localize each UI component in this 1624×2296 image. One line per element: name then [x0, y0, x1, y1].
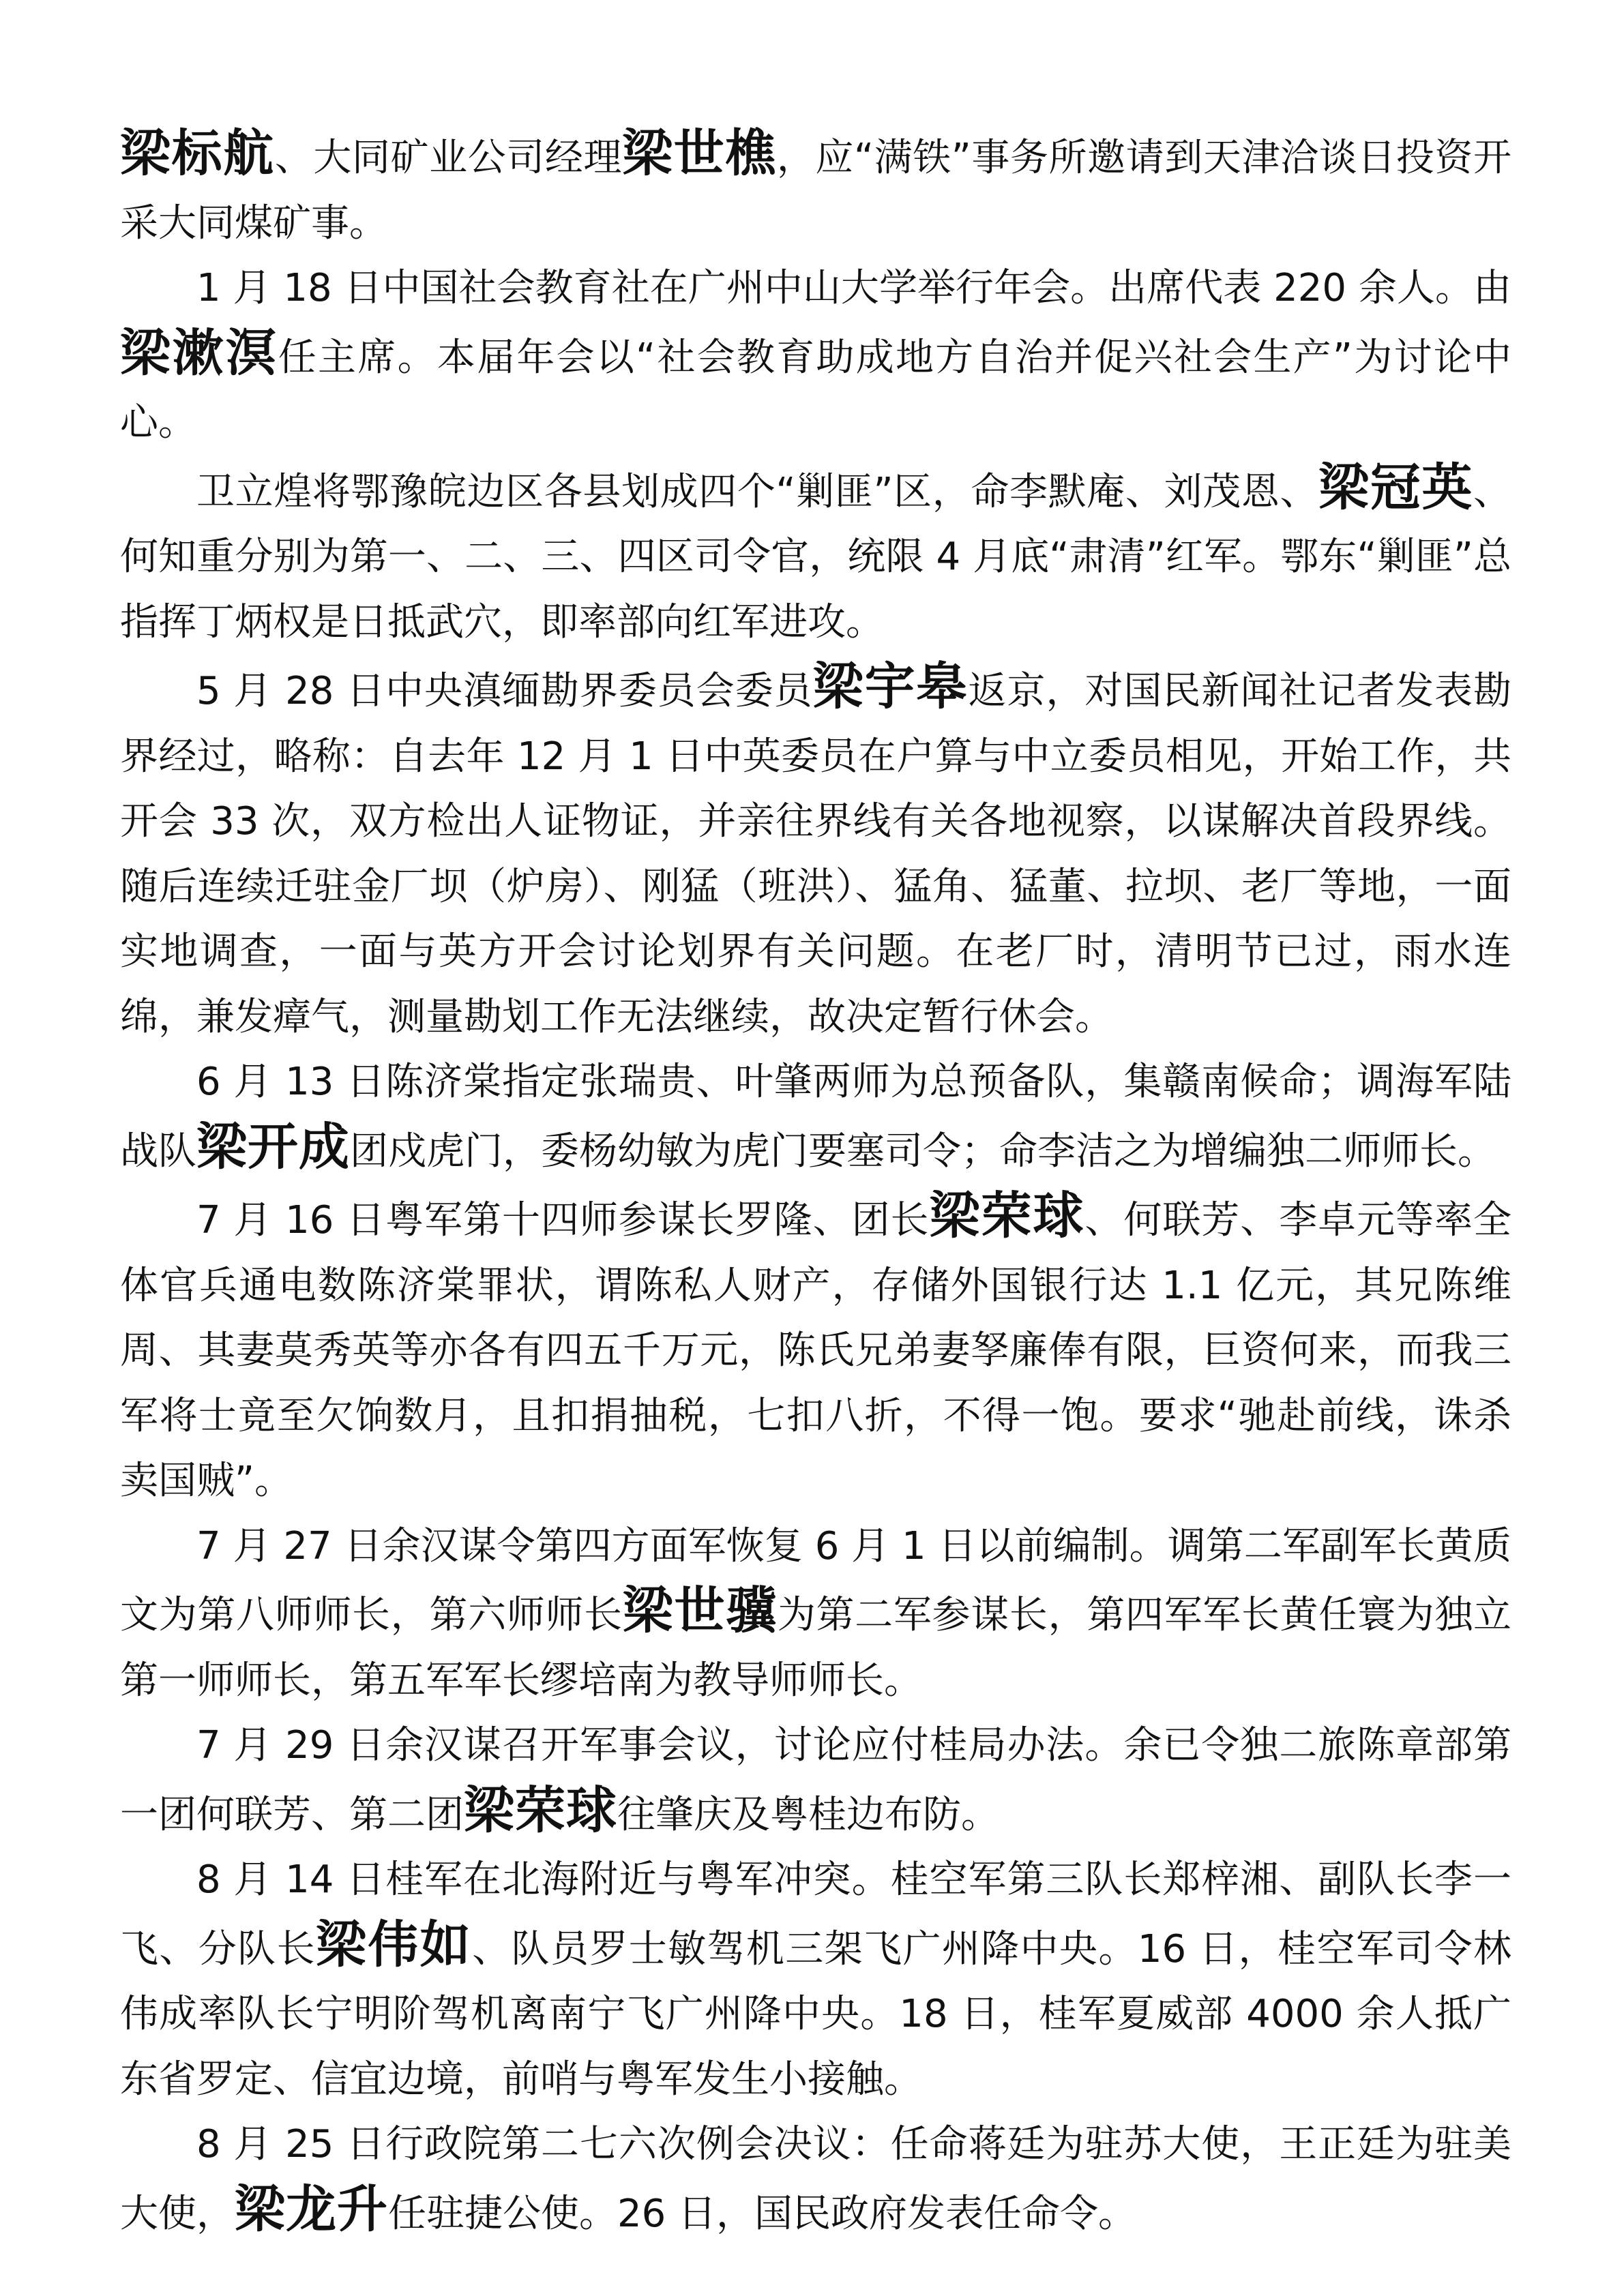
person-name: 梁世骥: [622, 1581, 778, 1640]
paragraph-9: [120, 1847, 1511, 2112]
person-name: 梁伟如: [315, 1915, 473, 1974]
paragraph-text: 返京，对国民新闻社记者发表勘界经过，略称：自去年 12 月 1 日中英委员在户算与中立委员相见，开始工作，共开会 33 次，双方检出人证物证，并亲往界线有关各地视察，以谋解决首段界线。随后连续迁驻金厂坝（炉房）、刚猛（班洪）、猛角、猛董、拉坝、老厂等地，一面实地调查，一面与英方开会讨论划界有关问题。在老厂时，清明节已过，雨水连绵，兼发瘴气，测量勘划工作无法继续，故决定暂行休会。: [120, 669, 1512, 1039]
person-name: 梁开成: [196, 1117, 350, 1176]
paragraph-text: 任驻捷公使。26 日，国民政府发表任命令。: [388, 2191, 1137, 2236]
paragraph-text: 为第二军参谋长，第四军军长黄任寰为独立第一师师长，第五军军长缪培南为教导师师长。: [120, 1593, 1512, 1703]
paragraph-text: 、大同矿业公司经理: [274, 136, 623, 180]
paragraph-text: 任主席。本届年会以“社会教育助成地方自治并促兴社会生产”为讨论中心。: [120, 335, 1511, 445]
paragraph-10: [120, 2112, 1511, 2246]
paragraph-text: 1 月 18 日中国社会教育社在广州中山大学举行年会。出席代表 220 余人。由: [196, 266, 1511, 310]
paragraph-text: 卫立煌将鄂豫皖边区各县划成四个“剿匪”区，命李默庵、刘茂恩、: [196, 469, 1319, 514]
person-name: 梁宇皋: [812, 657, 969, 716]
person-name: 梁冠英: [1318, 458, 1473, 517]
paragraph-text: 8 月 25 日行政院第二七六次例会决议：任命蒋廷为驻苏大使，王正廷为驻美大使，: [120, 2122, 1511, 2236]
paragraph-text: 团戍虎门，委杨幼敏为虎门要塞司令；命李洁之为增编独二师师长。: [350, 1129, 1496, 1174]
paragraph-1: [120, 121, 1511, 256]
paragraph-text: 6 月 13 日陈济棠指定张瑞贵、叶肇两师为总预备队，集赣南候命；调海军陆战队: [120, 1060, 1511, 1174]
paragraph-6: [120, 1184, 1511, 1514]
paragraph-8: [120, 1713, 1511, 1847]
person-name: 梁标航: [120, 124, 275, 183]
paragraph-text: ，应“满铁”事务所邀请到天津洽谈日投资开采大同煤矿事。: [120, 136, 1512, 245]
person-name: 梁漱溟: [120, 323, 278, 383]
paragraph-2: [120, 256, 1511, 456]
paragraph-3: [120, 456, 1511, 655]
person-name: 梁世樵: [622, 124, 777, 183]
paragraph-text: 7 月 29 日余汉谋召开军事会议，讨论应付桂局办法。余已令独二旅陈章部第一团何联芳、第二团: [120, 1723, 1511, 1837]
paragraph-text: 8 月 14 日桂军在北海附近与粤军冲突。桂空军第三队长郑梓湘、副队长李一飞、分队长: [120, 1858, 1511, 1971]
paragraph-text: 、何知重分别为第一、二、三、四区司令官，统限 4 月底“肃清”红军。鄂东“剿匪”总指挥丁炳权是日抵武穴，即率部向红军进攻。: [120, 469, 1511, 644]
paragraph-text: 7 月 16 日粤军第十四师参谋长罗隆、团长: [196, 1198, 930, 1242]
paragraph-text: 往肇庆及粤桂边布防。: [617, 1792, 999, 1837]
paragraph-text: 、队员罗士敏驾机三架飞广州降中央。16 日，桂空军司令林伟成率队长宁明阶驾机离南宁飞广州降中央。18 日，桂军夏威部 4000 余人抵广东省罗定、信宜边境，前哨与粤军发生小接触。: [120, 1926, 1512, 2102]
paragraph-7: [120, 1514, 1511, 1714]
paragraph-5: [120, 1049, 1511, 1184]
paragraph-text: 、何联芳、李卓元等率全体官兵通电数陈济棠罪状，谓陈私人财产，存储外国银行达 1.1 亿元，其兄陈维周、其妻莫秀英等亦各有四五千万元，陈氏兄弟妻孥廉俸有限，巨资何来，而我三军将士竟至欠饷数月，且扣捐抽税，七扣八折，不得一饱。要求“驰赴前线，诛杀卖国贼”。: [120, 1198, 1512, 1503]
paragraph-4: [120, 655, 1511, 1049]
paragraph-text: 7 月 27 日余汉谋令第四方面军恢复 6 月 1 日以前编制。调第二军副军长黄质文为第八师师长，第六师师长: [120, 1523, 1511, 1637]
document-page: [120, 121, 1511, 2246]
person-name: 梁荣球: [464, 1780, 617, 1840]
person-name: 梁龙升: [235, 2179, 388, 2239]
paragraph-text: 5 月 28 日中央滇缅勘界委员会委员: [196, 669, 813, 713]
person-name: 梁荣球: [929, 1187, 1085, 1245]
